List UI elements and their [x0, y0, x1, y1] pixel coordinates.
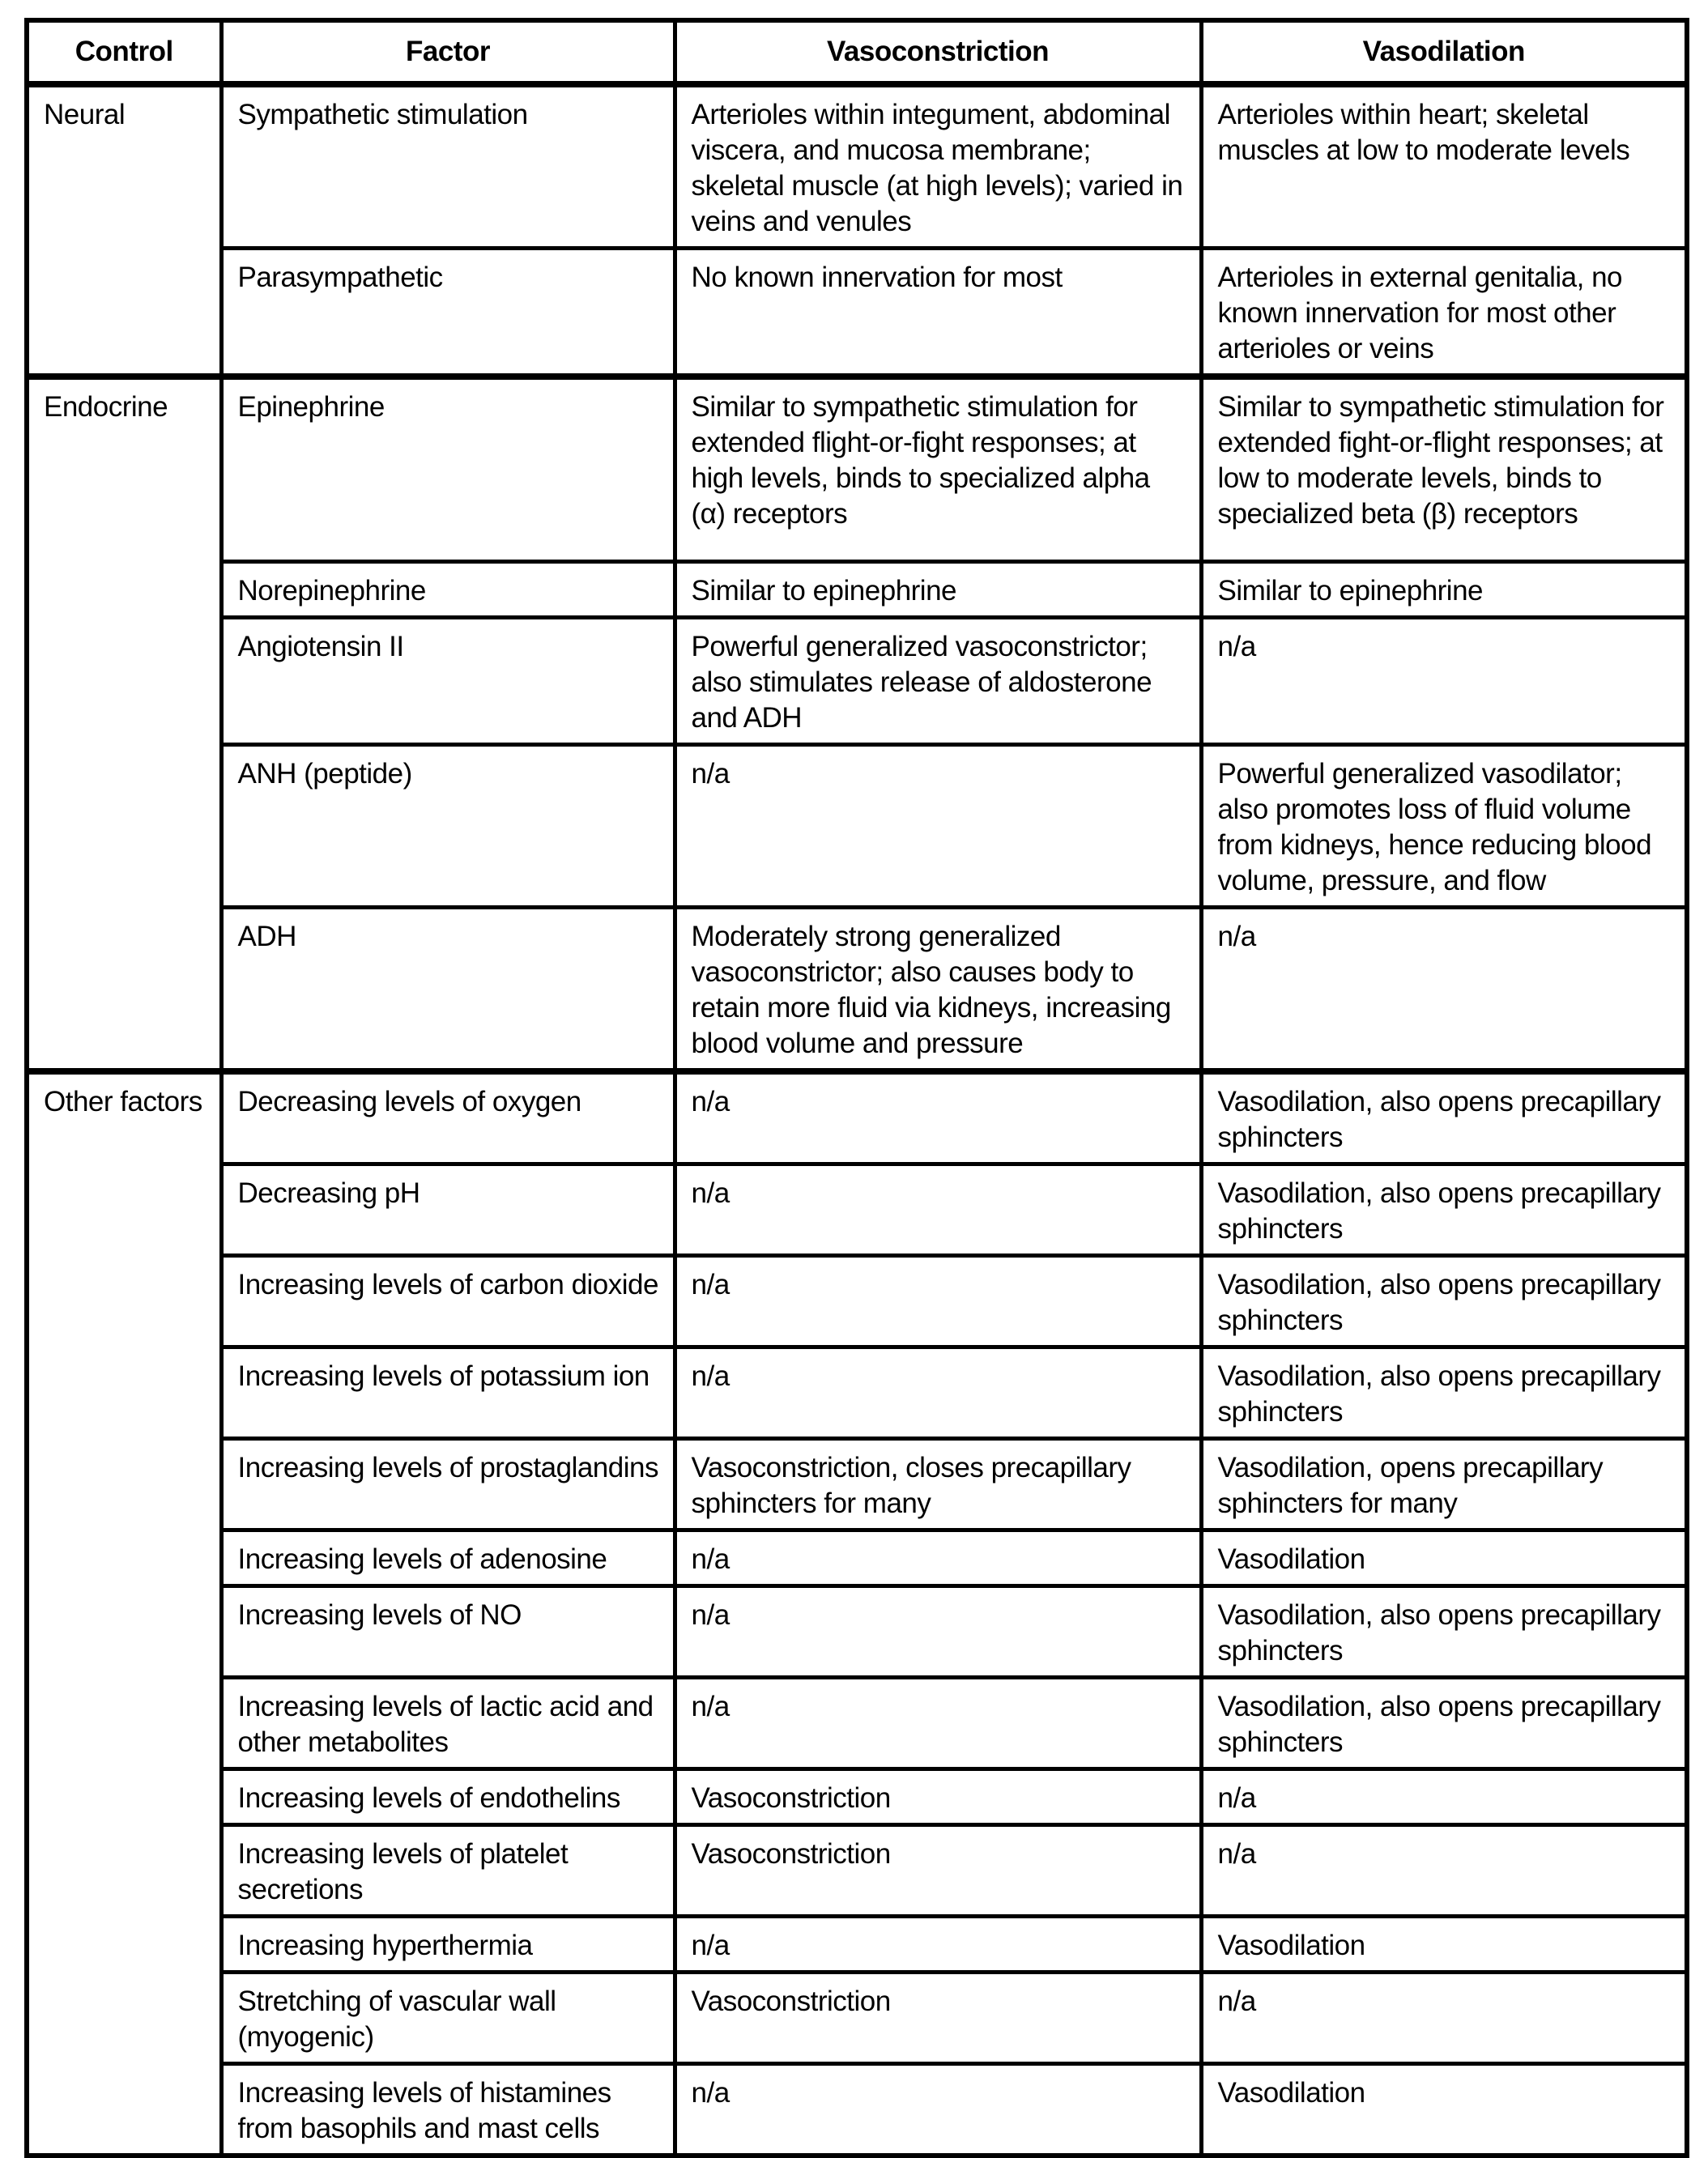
- vasodilation-cell: n/a: [1201, 1972, 1687, 2063]
- header-factor: Factor: [221, 20, 675, 84]
- table-row: [27, 1916, 1687, 1972]
- vasoconstriction-cell: Vasoconstriction: [675, 1769, 1201, 1824]
- vasoconstriction-cell: n/a: [675, 1677, 1201, 1769]
- factor-cell: Norepinephrine: [221, 561, 675, 617]
- table-row: [27, 1071, 1687, 1164]
- table-row: [27, 744, 1687, 907]
- vasoconstriction-vasodilation-table: [24, 18, 1689, 2158]
- control-group-cell: Endocrine: [27, 377, 221, 1071]
- vasodilation-cell: n/a: [1201, 1824, 1687, 1916]
- vasodilation-cell: Vasodilation: [1201, 1916, 1687, 1972]
- factor-cell: Increasing levels of endothelins: [221, 1769, 675, 1824]
- factor-cell: Increasing levels of prostaglandins: [221, 1438, 675, 1530]
- factor-cell: ADH: [221, 907, 675, 1071]
- vasodilation-cell: Arterioles in external genitalia, no known innervation for most other arterioles or veins: [1201, 249, 1687, 377]
- vasodilation-cell: n/a: [1201, 1769, 1687, 1824]
- vasodilation-cell: Arterioles within heart; skeletal muscles at low to moderate levels: [1201, 84, 1687, 249]
- table-container: [24, 18, 1689, 2158]
- table-row: [27, 617, 1687, 744]
- table-row: [27, 1824, 1687, 1916]
- vasoconstriction-cell: Vasoconstriction: [675, 1972, 1201, 2063]
- vasodilation-cell: Similar to epinephrine: [1201, 561, 1687, 617]
- factor-cell: Increasing hyperthermia: [221, 1916, 675, 1972]
- table-row: [27, 84, 1687, 249]
- table-row: [27, 1586, 1687, 1677]
- factor-cell: Stretching of vascular wall (myogenic): [221, 1972, 675, 2063]
- vasodilation-cell: Vasodilation, also opens precapillary sphincters: [1201, 1255, 1687, 1347]
- vasodilation-cell: Vasodilation, also opens precapillary sphincters: [1201, 1164, 1687, 1255]
- header-control: Control: [27, 20, 221, 84]
- vasoconstriction-cell: n/a: [675, 1586, 1201, 1677]
- table-row: [27, 1438, 1687, 1530]
- table-row: [27, 1255, 1687, 1347]
- table-row: [27, 561, 1687, 617]
- factor-cell: Increasing levels of carbon dioxide: [221, 1255, 675, 1347]
- vasoconstriction-cell: Similar to epinephrine: [675, 561, 1201, 617]
- vasoconstriction-cell: Vasoconstriction: [675, 1824, 1201, 1916]
- vasoconstriction-cell: n/a: [675, 1164, 1201, 1255]
- vasodilation-cell: Powerful generalized vasodilator; also promotes loss of fluid volume from kidneys, hence reducing blood volume, pressure, and flow: [1201, 744, 1687, 907]
- factor-cell: Increasing levels of adenosine: [221, 1530, 675, 1586]
- vasodilation-cell: n/a: [1201, 617, 1687, 744]
- header-row: [27, 20, 1687, 84]
- vasodilation-cell: Vasodilation, also opens precapillary sphincters: [1201, 1586, 1687, 1677]
- vasoconstriction-cell: Arterioles within integument, abdominal viscera, and mucosa membrane; skeletal muscle (at high levels); varied in veins and venules: [675, 84, 1201, 249]
- vasoconstriction-cell: n/a: [675, 1255, 1201, 1347]
- vasodilation-cell: Vasodilation, opens precapillary sphincters for many: [1201, 1438, 1687, 1530]
- vasoconstriction-cell: No known innervation for most: [675, 249, 1201, 377]
- factor-cell: ANH (peptide): [221, 744, 675, 907]
- vasodilation-cell: Vasodilation: [1201, 1530, 1687, 1586]
- table-header: [27, 20, 1687, 84]
- table-row: [27, 1347, 1687, 1438]
- vasoconstriction-cell: n/a: [675, 1347, 1201, 1438]
- control-group-cell: Other factors: [27, 1071, 221, 2156]
- factor-cell: Angiotensin II: [221, 617, 675, 744]
- vasodilation-cell: Vasodilation: [1201, 2063, 1687, 2156]
- factor-cell: Increasing levels of lactic acid and other metabolites: [221, 1677, 675, 1769]
- vasodilation-cell: n/a: [1201, 907, 1687, 1071]
- vasodilation-cell: Vasodilation, also opens precapillary sphincters: [1201, 1347, 1687, 1438]
- table-row: [27, 1530, 1687, 1586]
- factor-cell: Decreasing pH: [221, 1164, 675, 1255]
- factor-cell: Decreasing levels of oxygen: [221, 1071, 675, 1164]
- header-vasodilation: Vasodilation: [1201, 20, 1687, 84]
- table-body: [27, 84, 1687, 2156]
- vasoconstriction-cell: n/a: [675, 1916, 1201, 1972]
- factor-cell: Epinephrine: [221, 377, 675, 561]
- vasodilation-cell: Similar to sympathetic stimulation for extended fight-or-flight responses; at low to moderate levels, binds to specialized beta (β) receptors: [1201, 377, 1687, 561]
- table-row: [27, 249, 1687, 377]
- table-row: [27, 377, 1687, 561]
- factor-cell: Increasing levels of potassium ion: [221, 1347, 675, 1438]
- factor-cell: Increasing levels of platelet secretions: [221, 1824, 675, 1916]
- control-group-cell: Neural: [27, 84, 221, 377]
- table-row: [27, 1769, 1687, 1824]
- table-row: [27, 1677, 1687, 1769]
- vasodilation-cell: Vasodilation, also opens precapillary sphincters: [1201, 1071, 1687, 1164]
- vasoconstriction-cell: n/a: [675, 744, 1201, 907]
- table-row: [27, 2063, 1687, 2156]
- vasoconstriction-cell: Vasoconstriction, closes precapillary sphincters for many: [675, 1438, 1201, 1530]
- vasoconstriction-cell: n/a: [675, 1071, 1201, 1164]
- vasoconstriction-cell: n/a: [675, 1530, 1201, 1586]
- header-vasoconstriction: Vasoconstriction: [675, 20, 1201, 84]
- table-row: [27, 1164, 1687, 1255]
- factor-cell: Increasing levels of histamines from basophils and mast cells: [221, 2063, 675, 2156]
- vasoconstriction-cell: n/a: [675, 2063, 1201, 2156]
- factor-cell: Increasing levels of NO: [221, 1586, 675, 1677]
- factor-cell: Parasympathetic: [221, 249, 675, 377]
- vasoconstriction-cell: Powerful generalized vasoconstrictor; also stimulates release of aldosterone and ADH: [675, 617, 1201, 744]
- vasoconstriction-cell: Moderately strong generalized vasoconstrictor; also causes body to retain more fluid via kidneys, increasing blood volume and pressure: [675, 907, 1201, 1071]
- table-row: [27, 1972, 1687, 2063]
- factor-cell: Sympathetic stimulation: [221, 84, 675, 249]
- table-row: [27, 907, 1687, 1071]
- vasodilation-cell: Vasodilation, also opens precapillary sphincters: [1201, 1677, 1687, 1769]
- vasoconstriction-cell: Similar to sympathetic stimulation for extended flight-or-fight responses; at high levels, binds to specialized alpha (α) receptors: [675, 377, 1201, 561]
